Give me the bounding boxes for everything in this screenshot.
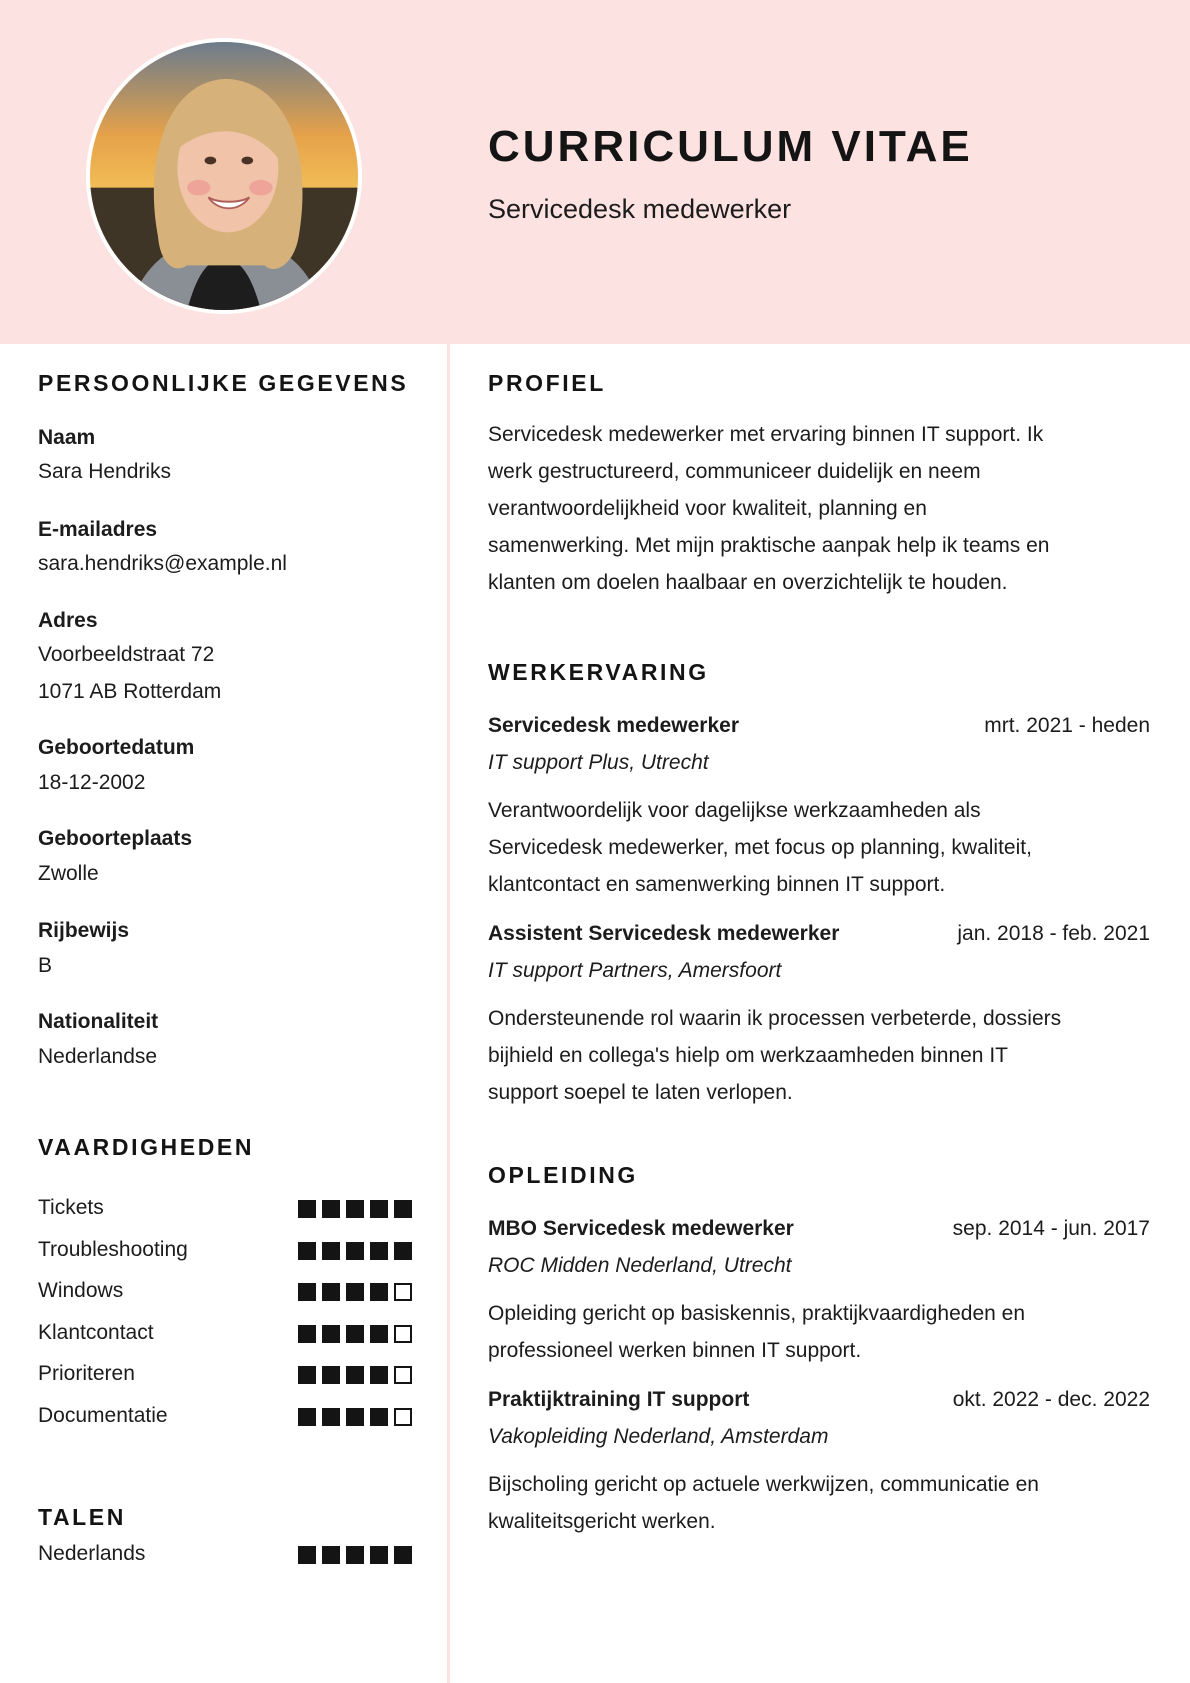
rating-filled-square (370, 1242, 388, 1260)
column-divider (447, 344, 450, 1683)
rating-filled-square (394, 1242, 412, 1260)
description-line: klantcontact en samenwerking binnen IT support. (488, 873, 946, 896)
license-value: B (38, 954, 53, 977)
name-label: Naam (38, 426, 96, 449)
birthdate-value: 18-12-2002 (38, 771, 146, 794)
experience-section-title: WERKERVARING (488, 659, 709, 685)
entry-title: Servicedesk medewerker (488, 714, 740, 737)
entry-date: okt. 2022 - dec. 2022 (952, 1388, 1150, 1411)
cv-subtitle: Servicedesk medewerker (488, 194, 792, 224)
description-line: Verantwoordelijk voor dagelijkse werkzaamheden als (488, 799, 981, 822)
profile-text (488, 416, 1148, 601)
entry-description (488, 1295, 1150, 1369)
skill-row (38, 1321, 414, 1351)
birthplace-value: Zwolle (38, 862, 99, 885)
rating-filled-square (346, 1366, 364, 1384)
entry-date: jan. 2018 - feb. 2021 (957, 922, 1150, 945)
rating-filled-square (394, 1200, 412, 1218)
description-line: kwaliteitsgericht werken. (488, 1510, 716, 1533)
skill-rating (298, 1283, 412, 1301)
name-value: Sara Hendriks (38, 460, 172, 483)
nationality-value: Nederlandse (38, 1045, 158, 1068)
rating-filled-square (322, 1408, 340, 1426)
rating-filled-square (370, 1546, 388, 1564)
skill-row (38, 1404, 414, 1434)
skill-rating (298, 1200, 412, 1218)
rating-filled-square (298, 1325, 316, 1343)
rating-filled-square (346, 1200, 364, 1218)
license-label: Rijbewijs (38, 919, 130, 942)
rating-empty-square (394, 1283, 412, 1301)
language-name: Nederlands (38, 1542, 146, 1565)
skill-row (38, 1238, 414, 1268)
address-label: Adres (38, 609, 98, 632)
skill-name: Tickets (38, 1196, 104, 1219)
entry-date: sep. 2014 - jun. 2017 (952, 1217, 1150, 1240)
skill-name: Troubleshooting (38, 1237, 188, 1261)
language-row (38, 1542, 414, 1572)
rating-filled-square (370, 1200, 388, 1218)
entry-description (488, 1000, 1150, 1111)
skill-row (38, 1196, 414, 1226)
profile-line: klanten om doelen haalbaar en overzichtelijk te houden. (488, 571, 1008, 594)
rating-filled-square (346, 1546, 364, 1564)
profile-line: verantwoordelijkheid voor kwaliteit, planning en (488, 497, 927, 520)
profile-photo (86, 38, 362, 314)
entry-organization: IT support Plus, Utrecht (488, 751, 709, 774)
skill-row (38, 1362, 414, 1392)
skill-name: Windows (38, 1279, 124, 1303)
rating-filled-square (298, 1546, 316, 1564)
rating-filled-square (322, 1366, 340, 1384)
birthplace-label: Geboorteplaats (38, 827, 193, 850)
rating-filled-square (322, 1200, 340, 1218)
description-line: Ondersteunende rol waarin ik processen verbeterde, dossiers (488, 1007, 1062, 1030)
entry-description (488, 1466, 1150, 1540)
rating-filled-square (298, 1283, 316, 1301)
profile-line: samenwerking. Met mijn praktische aanpak help ik teams en (488, 534, 1050, 557)
profile-line: werk gestructureerd, communiceer duidelijk en neem (488, 460, 981, 483)
entry-organization: Vakopleiding Nederland, Amsterdam (488, 1425, 829, 1448)
rating-empty-square (394, 1366, 412, 1384)
entry-date: mrt. 2021 - heden (984, 714, 1150, 737)
rating-filled-square (394, 1546, 412, 1564)
rating-filled-square (298, 1242, 316, 1260)
skill-rating (298, 1408, 412, 1426)
entry-title: Assistent Servicedesk medewerker (488, 922, 840, 945)
birthdate-label: Geboortedatum (38, 736, 195, 759)
email-label: E-mailadres (38, 518, 158, 541)
skill-name: Documentatie (38, 1404, 168, 1427)
skill-rating (298, 1325, 412, 1343)
entry-description (488, 792, 1150, 903)
rating-filled-square (370, 1325, 388, 1343)
rating-filled-square (346, 1325, 364, 1343)
address-line-1: Voorbeeldstraat 72 (38, 643, 215, 666)
header-banner (0, 0, 1190, 344)
language-rating (298, 1546, 412, 1564)
personal-section-title: PERSOONLIJKE GEGEVENS (38, 370, 409, 396)
rating-filled-square (322, 1546, 340, 1564)
rating-filled-square (322, 1242, 340, 1260)
profile-line: Servicedesk medewerker met ervaring binnen IT support. Ik (488, 423, 1044, 446)
entry-organization: IT support Partners, Amersfoort (488, 959, 782, 982)
education-section-title: OPLEIDING (488, 1162, 638, 1188)
rating-filled-square (346, 1242, 364, 1260)
rating-filled-square (322, 1283, 340, 1301)
entry-title: MBO Servicedesk medewerker (488, 1217, 794, 1240)
description-line: support soepel te laten verlopen. (488, 1081, 793, 1104)
email-value: sara.hendriks@example.nl (38, 552, 287, 575)
rating-filled-square (298, 1200, 316, 1218)
skill-rating (298, 1242, 412, 1260)
description-line: professioneel werken binnen IT support. (488, 1339, 862, 1362)
rating-filled-square (298, 1366, 316, 1384)
rating-empty-square (394, 1408, 412, 1426)
rating-filled-square (346, 1408, 364, 1426)
rating-filled-square (370, 1283, 388, 1301)
cv-title: CURRICULUM VITAE (488, 122, 973, 171)
rating-filled-square (322, 1325, 340, 1343)
skill-rating (298, 1366, 412, 1384)
rating-filled-square (346, 1283, 364, 1301)
rating-filled-square (370, 1366, 388, 1384)
languages-section-title: TALEN (38, 1504, 126, 1530)
rating-empty-square (394, 1325, 412, 1343)
skill-name: Klantcontact (38, 1320, 154, 1344)
skills-section-title: VAARDIGHEDEN (38, 1134, 255, 1160)
profile-section-title: PROFIEL (488, 370, 606, 396)
nationality-label: Nationaliteit (38, 1010, 159, 1033)
entry-title: Praktijktraining IT support (488, 1388, 750, 1411)
address-line-2: 1071 AB Rotterdam (38, 680, 222, 703)
rating-filled-square (370, 1408, 388, 1426)
description-line: Servicedesk medewerker, met focus op planning, kwaliteit, (488, 836, 1032, 859)
description-line: Bijscholing gericht op actuele werkwijzen, communicatie en (488, 1473, 1039, 1496)
description-line: bijhield en collega's hielp om werkzaamheden binnen IT (488, 1044, 1008, 1067)
rating-filled-square (298, 1408, 316, 1426)
skill-row (38, 1279, 414, 1309)
entry-organization: ROC Midden Nederland, Utrecht (488, 1254, 792, 1277)
skill-name: Prioriteren (38, 1362, 135, 1386)
description-line: Opleiding gericht op basiskennis, praktijkvaardigheden en (488, 1302, 1025, 1325)
